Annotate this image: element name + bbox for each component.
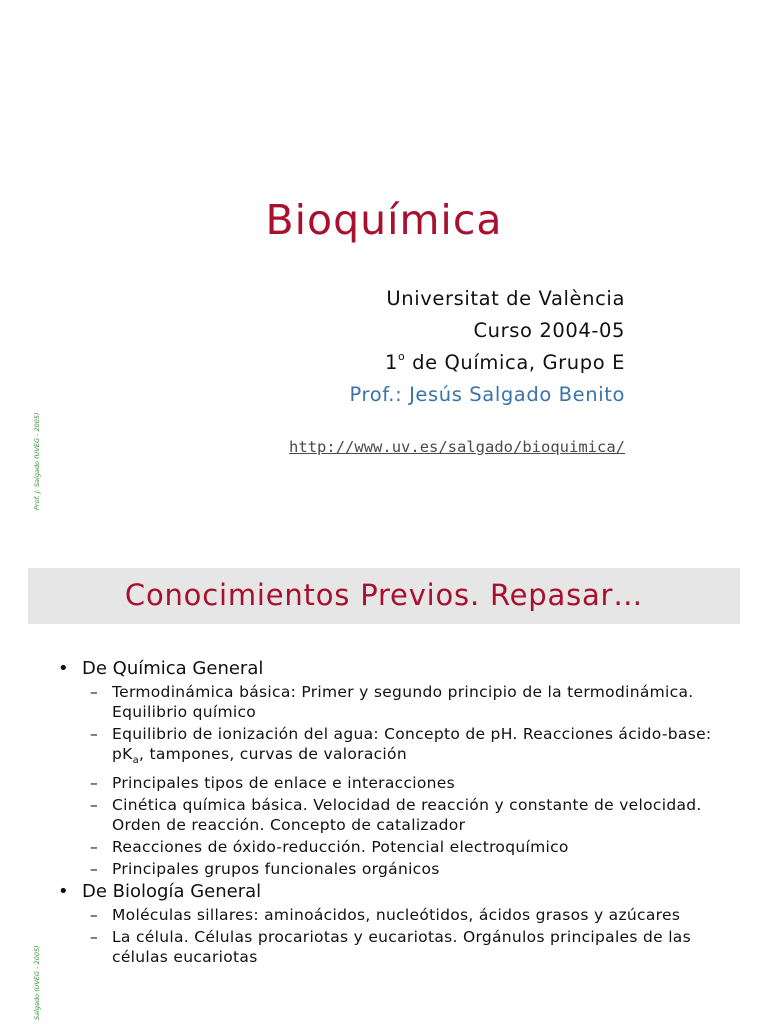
university-name: Universitat de València <box>386 287 625 310</box>
ph-text-before: Equilibrio de ionización del agua: Concepto de pH. Reacciones ácido-base: pK <box>112 725 712 763</box>
group-number: 1 <box>384 351 398 374</box>
list-item-text-ph <box>112 724 712 771</box>
dash-mark: – <box>90 928 99 947</box>
list-item-text: Termodinámica básica: Primer y segundo principio de la termodinámica. Equilibrio químico <box>112 683 694 721</box>
ph-text-after: , tampones, curvas de valoración <box>139 745 407 763</box>
dash-mark: – <box>90 838 99 857</box>
list-item <box>90 927 728 967</box>
dash-mark: – <box>90 860 99 879</box>
content-slide <box>0 555 768 1024</box>
course-group <box>385 351 625 374</box>
dash-mark: – <box>90 725 99 743</box>
section-label: De Química General <box>82 658 264 679</box>
list-item-text: Principales grupos funcionales orgánicos <box>112 860 440 879</box>
list-item-text: Reacciones de óxido-reducción. Potencial electroquímico <box>112 838 569 857</box>
course-year: Curso 2004-05 <box>473 319 625 342</box>
professor-name: Prof.: Jesús Salgado Benito <box>349 383 625 406</box>
course-url-link[interactable]: http://www.uv.es/salgado/bioquimica/ <box>289 438 625 456</box>
side-watermark: Prof. J. Salgado (UVEG - 2005) <box>33 412 41 510</box>
list-item <box>90 724 728 771</box>
section-label: De Biología General <box>82 881 262 903</box>
bullet-mark: • <box>58 658 69 679</box>
topic-list <box>58 657 728 967</box>
dash-mark: – <box>90 796 99 815</box>
list-item <box>90 773 728 793</box>
side-watermark: Salgado (UVEG - 2005) <box>33 945 41 1020</box>
list-item <box>90 837 728 857</box>
dash-mark: – <box>90 683 99 701</box>
header-band <box>28 568 740 624</box>
slide-header-title: Conocimientos Previos. Repasar… <box>124 578 644 612</box>
slide-title: Bioquímica <box>265 196 503 244</box>
ph-subscript: a <box>132 755 140 767</box>
list-item <box>90 795 728 835</box>
list-item <box>90 859 728 879</box>
section-biologia-general <box>58 880 728 903</box>
list-item <box>90 682 728 722</box>
dash-mark: – <box>90 774 99 793</box>
list-item-text: Cinética química básica. Velocidad de reacción y constante de velocidad. Orden de reacción. Concepto de catalizador <box>112 796 702 835</box>
list-item-text: Moléculas sillares: aminoácidos, nucleótidos, ácidos grasos y azúcares <box>112 906 681 925</box>
group-ordinal: o <box>397 349 406 363</box>
dash-mark: – <box>90 906 99 925</box>
list-item <box>90 905 728 925</box>
bullet-mark: • <box>58 881 69 903</box>
section-quimica-general <box>58 657 728 680</box>
group-text: de Química, Grupo E <box>405 351 625 374</box>
list-item-text: Principales tipos de enlace e interacciones <box>112 774 455 793</box>
list-item-text: La célula. Células procariotas y eucariotas. Orgánulos principales de las células eucariotas <box>112 928 691 967</box>
